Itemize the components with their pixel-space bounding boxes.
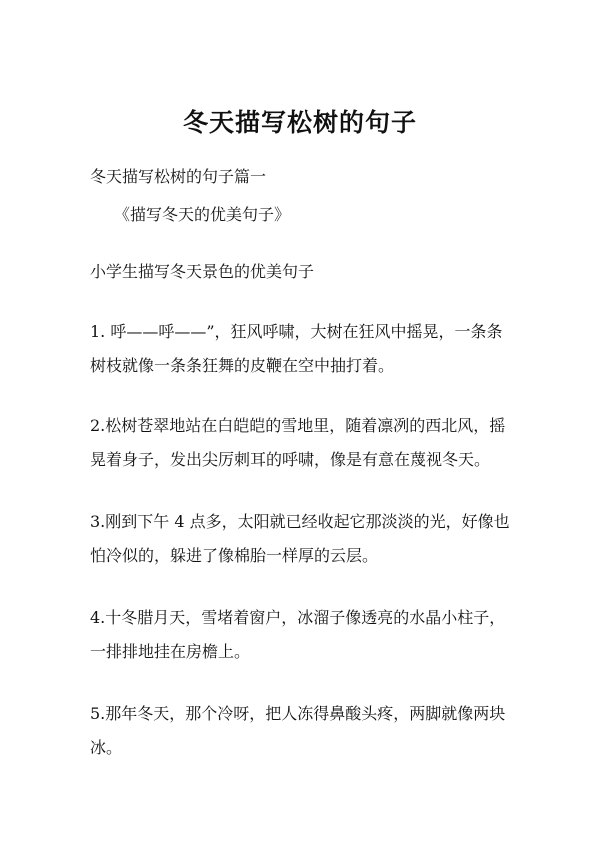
paragraph-3 [90,505,520,573]
paragraph-line: 一排排地挂在房檐上。 [90,642,251,661]
paragraph-line: 3.刚到下午 4 点多，太阳就已经收起它那淡淡的光，好像也 [90,512,510,531]
paragraph-line: 晃着身子，发出尖厉刺耳的呼啸，像是有意在蔑视冬天。 [90,450,491,469]
paragraph-line: 冰。 [90,738,123,757]
paragraph-2 [90,409,520,477]
section-heading: 小学生描写冬天景色的优美句子 [90,262,315,281]
paragraph-line: 树枝就像一条条狂舞的皮鞭在空中抽打着。 [90,356,395,375]
paragraph-line: 5.那年冬天，那个冷呀，把人冻得鼻酸头疼，两脚就像两块 [90,704,506,723]
paragraph-4 [90,601,520,669]
book-title: 《描写冬天的优美句子》 [114,205,291,224]
paragraph-line: 2.松树苍翠地站在白皑皑的雪地里，随着凛冽的西北风，摇 [90,416,506,435]
paragraph-line: 怕冷似的，躲进了像棉胎一样厚的云层。 [90,546,379,565]
paragraph-5 [90,697,520,765]
section-subtitle: 冬天描写松树的句子篇一 [90,167,267,186]
paragraph-line: 1. 呼——呼——”，狂风呼啸，大树在狂风中摇晃，一条条 [90,322,503,341]
document-title: 冬天描写松树的句子 [182,108,417,137]
paragraph-1 [90,315,520,383]
paragraph-line: 4.十冬腊月天，雪堵着窗户，冰溜子像透亮的水晶小柱子， [90,608,506,627]
